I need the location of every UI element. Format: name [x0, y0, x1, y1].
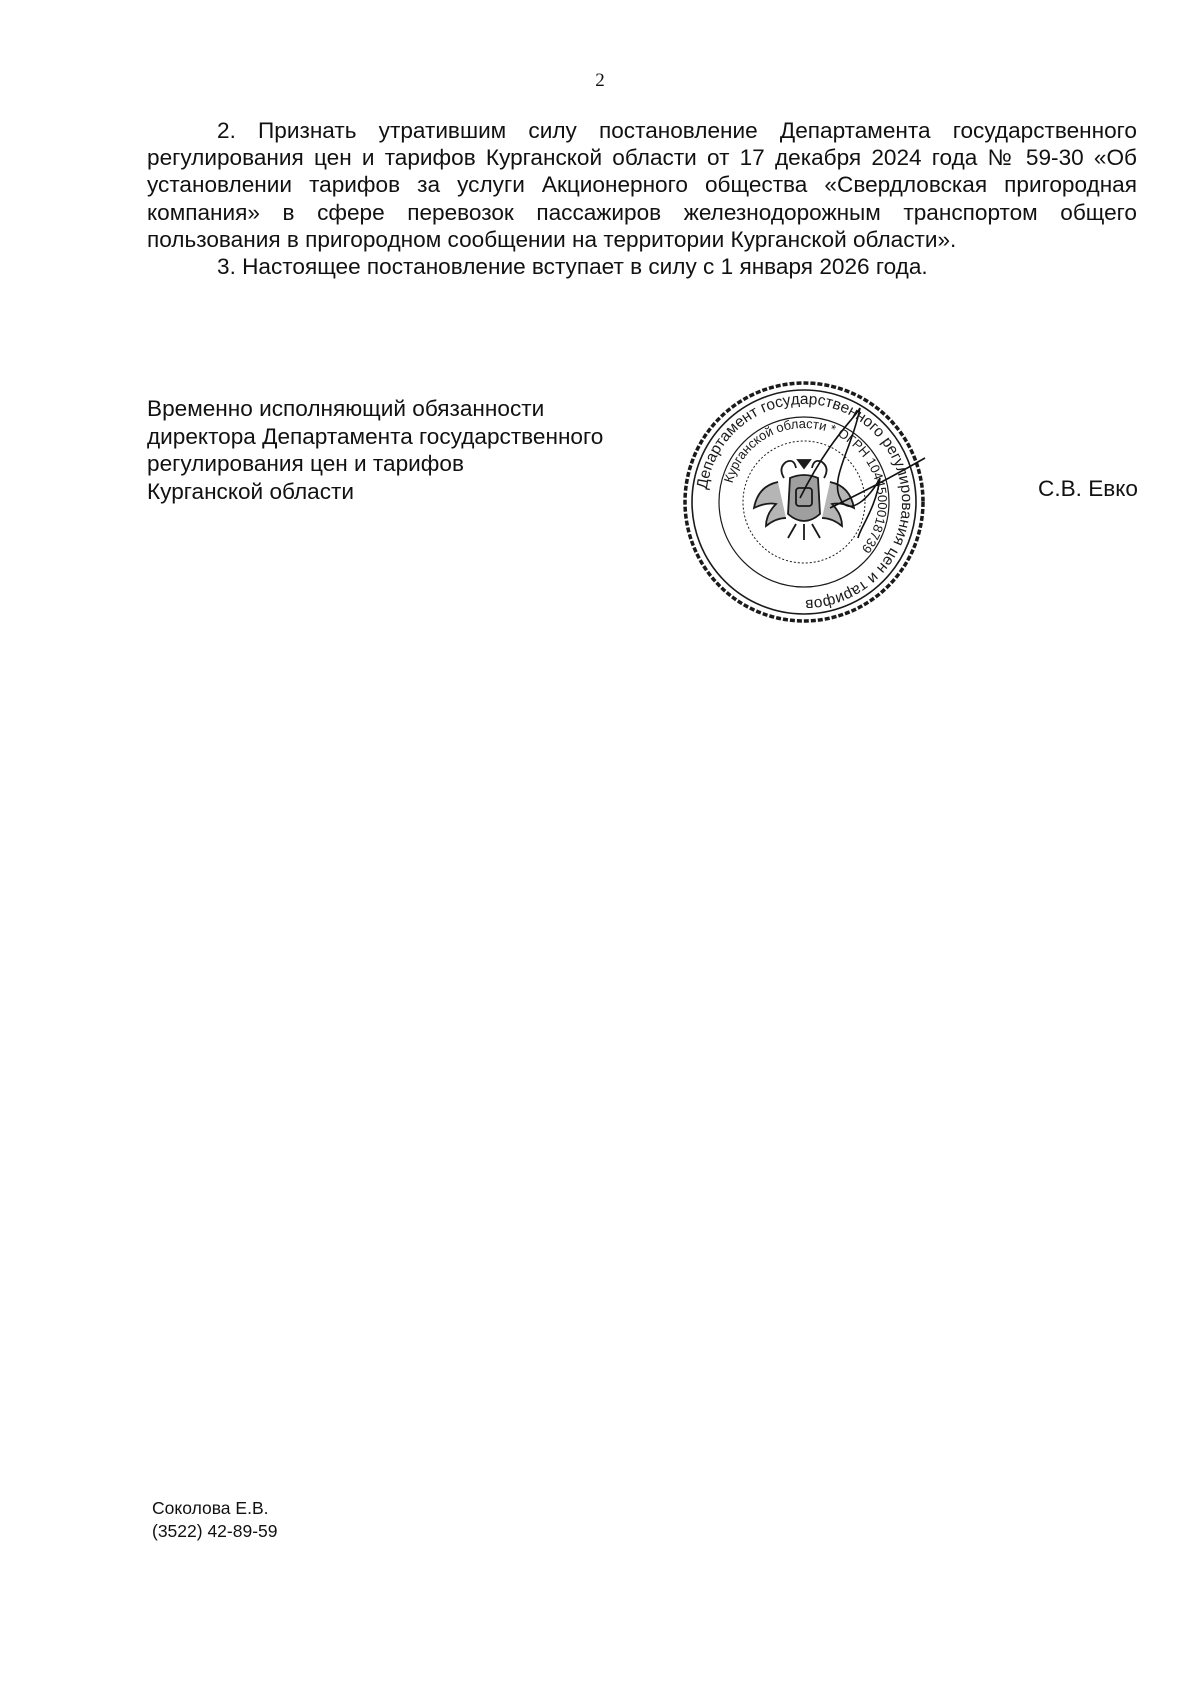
signatory-position	[147, 395, 667, 505]
signatory-position-line: Временно исполняющий обязанности	[147, 396, 545, 421]
executor-phone: (3522) 42-89-59	[152, 1521, 278, 1541]
seal-inner-text: Курганской области * ОГРН 1044500018739	[720, 415, 891, 557]
seal-outer-text: Департамент государственного регулирования цен и тарифов	[693, 390, 916, 614]
seal-graphic	[680, 378, 928, 626]
executor-info	[152, 1497, 278, 1543]
paragraph-3: 3. Настоящее постановление вступает в силу с 1 января 2026 года.	[217, 254, 928, 280]
official-seal	[680, 378, 928, 626]
executor-name: Соколова Е.В.	[152, 1498, 269, 1518]
paragraph-2: 2. Признать утратившим силу постановление Департамента государственного регулирования цен и тарифов Курганской области от 17 декабря 2024 года № 59-30 «Об установлении тарифов за услуги Акционерного общества «Свердловская пригородная компания» в сфере перевозок пассажиров железнодорожным транспортом общего пользования в пригородном сообщении на территории Курганской области».	[147, 118, 1137, 252]
document-body	[147, 117, 1137, 280]
signatory-position-line: Курганской области	[147, 478, 354, 504]
signatory-name: С.В. Евко	[1038, 476, 1138, 501]
signatory-position-line: директора Департамента государственного	[147, 423, 604, 449]
signatory-position-line: регулирования цен и тарифов	[147, 451, 464, 476]
page-number: 2	[595, 70, 605, 91]
